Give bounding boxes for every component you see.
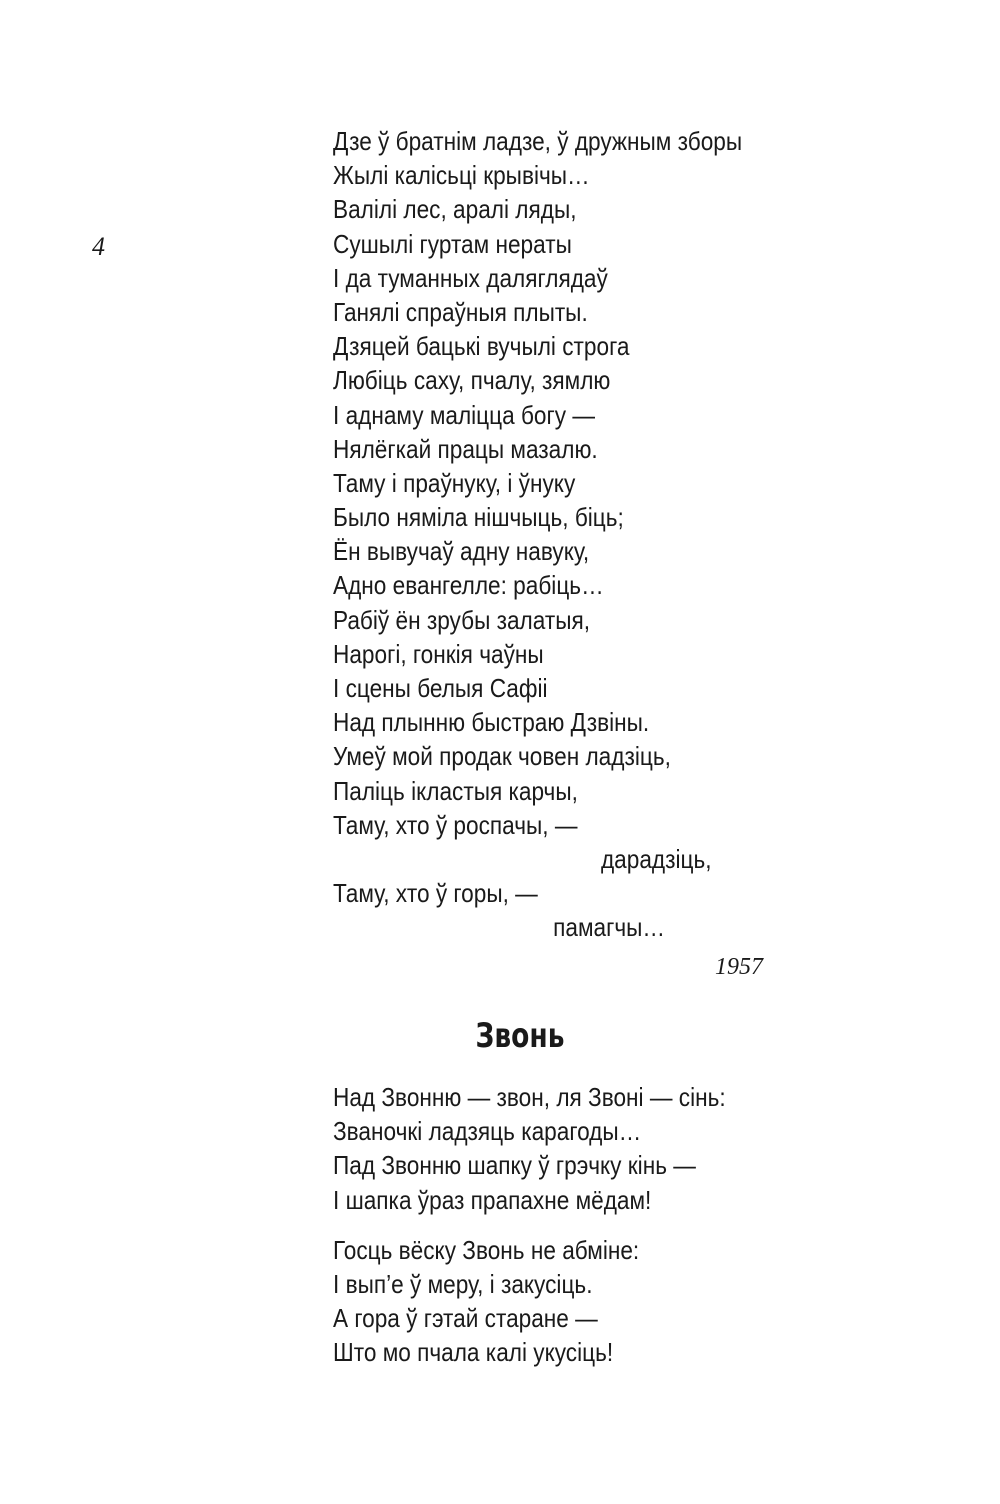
poem-line: Умеў мой продак човен ладзіць, [333, 741, 671, 772]
poem-2-text [333, 1080, 726, 1370]
page-number: 4 [92, 232, 105, 261]
poem-line: Дзяцей бацькі вучылі строга [333, 331, 630, 362]
poem-line: Над плынню быстраю Дзвіны. [333, 707, 650, 738]
poem-line: Ганялі спраўныя плыты. [333, 296, 588, 327]
poem-line: Таму, хто ў роспачы, — [333, 809, 578, 840]
poem-line: Што мо пчала калі укусіць! [333, 1337, 614, 1368]
poem-date: 1957 [715, 954, 763, 980]
poem-line: І сцены белыя Сафіі [333, 673, 548, 703]
poem-line: Ён вывучаў адну навуку, [333, 536, 590, 567]
poem-line: Нялёгкай працы мазалю. [333, 433, 598, 464]
poem-line: Дзе ў братнім ладзе, ў дружным зборы [333, 126, 743, 156]
poem-line: Нарогі, гонкія чаўны [333, 638, 544, 669]
poem-line: Паліць ікластыя карчы, [333, 775, 578, 806]
poem-line: Госць вёску Звонь не абміне: [333, 1234, 640, 1265]
poem-line: Званочкі ладзяць карагоды… [333, 1116, 642, 1147]
poem-line: І вып’е ў меру, і закусіць. [333, 1268, 593, 1299]
poem-line: А гора ў гэтай старане — [333, 1303, 598, 1334]
stanza [333, 1080, 726, 1217]
poem-line-indented: памагчы… [553, 912, 665, 943]
poem-1-text [333, 124, 742, 945]
poem-line: Жылі калісьці крывічы… [333, 160, 590, 191]
poem-line: Любіць саху, пчалу, зямлю [333, 365, 611, 396]
poem-line-indented: дарадзіць, [600, 843, 712, 874]
poem-line: І шапка ўраз прапахне мёдам! [333, 1184, 652, 1215]
stanza [333, 1233, 726, 1370]
poem-line: Пад Звонню шапку ў грэчку кінь — [333, 1150, 696, 1181]
poem-line: Адно евангелле: рабіць… [333, 570, 604, 601]
poem-line: Таму, хто ў горы, — [333, 878, 538, 909]
poem-title: Звонь [475, 1016, 565, 1056]
poem-line: Сушылі гуртам нераты [333, 228, 572, 259]
poem-line: І да туманных даляглядаў [333, 262, 608, 293]
poem-line: Над Звонню — звон, ля Звоні — сінь: [333, 1082, 726, 1112]
poem-line: Было няміла нішчыць, біць; [333, 502, 624, 533]
poem-line: І аднаму маліцца богу — [333, 399, 595, 430]
poem-line: Валілі лес, аралі ляды, [333, 194, 577, 225]
poem-line: Таму і праўнуку, і ўнуку [333, 467, 576, 498]
poem-line: Рабіў ён зрубы залатыя, [333, 604, 591, 635]
